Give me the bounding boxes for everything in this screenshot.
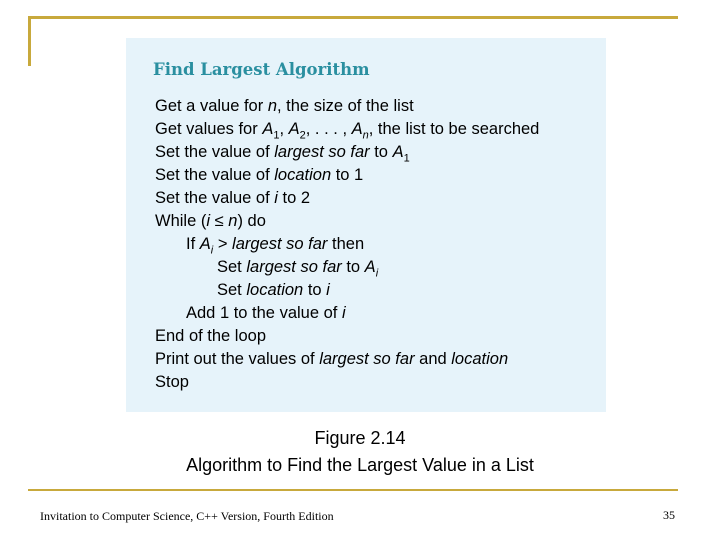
algorithm-line-part: > — [213, 235, 233, 253]
algorithm-line-part: Set the value of — [155, 166, 275, 184]
algorithm-line-part: ) do — [237, 212, 266, 230]
algorithm-line-part: , the list to be searched — [368, 120, 540, 138]
algorithm-line-part: , the size of the list — [277, 97, 414, 115]
algorithm-title: Find Largest Algorithm — [153, 60, 370, 79]
algorithm-line-part: , — [279, 120, 289, 138]
algorithm-line-part: A — [262, 120, 274, 138]
algorithm-line — [155, 372, 189, 392]
algorithm-line-part: Add 1 to the value of — [186, 304, 342, 322]
algorithm-line-part: largest so far — [246, 258, 342, 276]
algorithm-line-part: A — [351, 120, 363, 138]
algorithm-line-part: 1 — [273, 129, 280, 142]
algorithm-line-part: location — [451, 350, 509, 368]
algorithm-line — [217, 280, 330, 300]
algorithm-line-part: i — [326, 281, 330, 299]
left-rule — [28, 16, 31, 66]
figure-number: Figure 2.14 — [314, 428, 406, 448]
algorithm-line-part: to — [303, 281, 327, 299]
algorithm-line — [155, 211, 266, 231]
algorithm-line-part: Set the value of — [155, 143, 275, 161]
algorithm-line-part: i — [375, 267, 379, 280]
top-rule — [28, 16, 678, 19]
algorithm-line-part: n — [228, 212, 238, 230]
algorithm-line-part: i — [341, 304, 346, 322]
algorithm-line — [155, 96, 414, 116]
algorithm-line-part: i — [206, 212, 211, 230]
algorithm-line-part: then — [327, 235, 365, 253]
algorithm-line-part: A — [288, 120, 300, 138]
algorithm-line-part: to 2 — [277, 189, 311, 207]
algorithm-line — [155, 165, 363, 185]
algorithm-line — [186, 303, 346, 323]
algorithm-line-part: largest so far — [232, 235, 328, 253]
algorithm-line-part: ≤ — [210, 212, 229, 230]
algorithm-line — [155, 188, 310, 208]
algorithm-line-part: A — [392, 143, 404, 161]
bottom-rule — [28, 489, 678, 491]
algorithm-line-part: While ( — [155, 212, 207, 230]
algorithm-line-part: and — [414, 350, 452, 368]
algorithm-line-part: Set — [217, 258, 247, 276]
algorithm-line-part: i — [210, 244, 214, 257]
algorithm-line-part: location — [274, 166, 332, 184]
algorithm-line-part: Set the value of — [155, 189, 275, 207]
footer-book-title: Invitation to Computer Science, C++ Version, Fourth Edition — [40, 509, 334, 523]
algorithm-line-part: to — [341, 258, 365, 276]
algorithm-line-part: If — [186, 235, 200, 253]
algorithm-line-part: location — [246, 281, 304, 299]
algorithm-line-part: largest so far — [274, 143, 370, 161]
algorithm-line-part: largest so far — [319, 350, 415, 368]
figure-caption: Algorithm to Find the Largest Value in a List — [186, 455, 534, 475]
algorithm-line-part: i — [274, 189, 278, 207]
page-number: 35 — [663, 508, 675, 522]
algorithm-line-part: A — [364, 258, 376, 276]
algorithm-line-part: Get a value for — [155, 97, 268, 115]
algorithm-line-part: n — [267, 97, 277, 115]
algorithm-line-part: to — [369, 143, 393, 161]
algorithm-line-part: , . . . , — [305, 120, 352, 138]
algorithm-line-part: 2 — [299, 129, 306, 142]
algorithm-line-part: End of the loop — [155, 327, 267, 345]
algorithm-line-part: Print out the values of — [155, 350, 320, 368]
algorithm-line-part: A — [199, 235, 211, 253]
algorithm-line-part: Set — [217, 281, 247, 299]
algorithm-line-part: Get values for — [155, 120, 263, 138]
algorithm-line-part: Stop — [155, 373, 189, 391]
algorithm-line — [155, 326, 266, 346]
algorithm-line — [155, 349, 508, 369]
algorithm-line-part: 1 — [403, 152, 410, 165]
algorithm-line-part: n — [362, 129, 369, 142]
algorithm-line-part: to 1 — [331, 166, 364, 184]
